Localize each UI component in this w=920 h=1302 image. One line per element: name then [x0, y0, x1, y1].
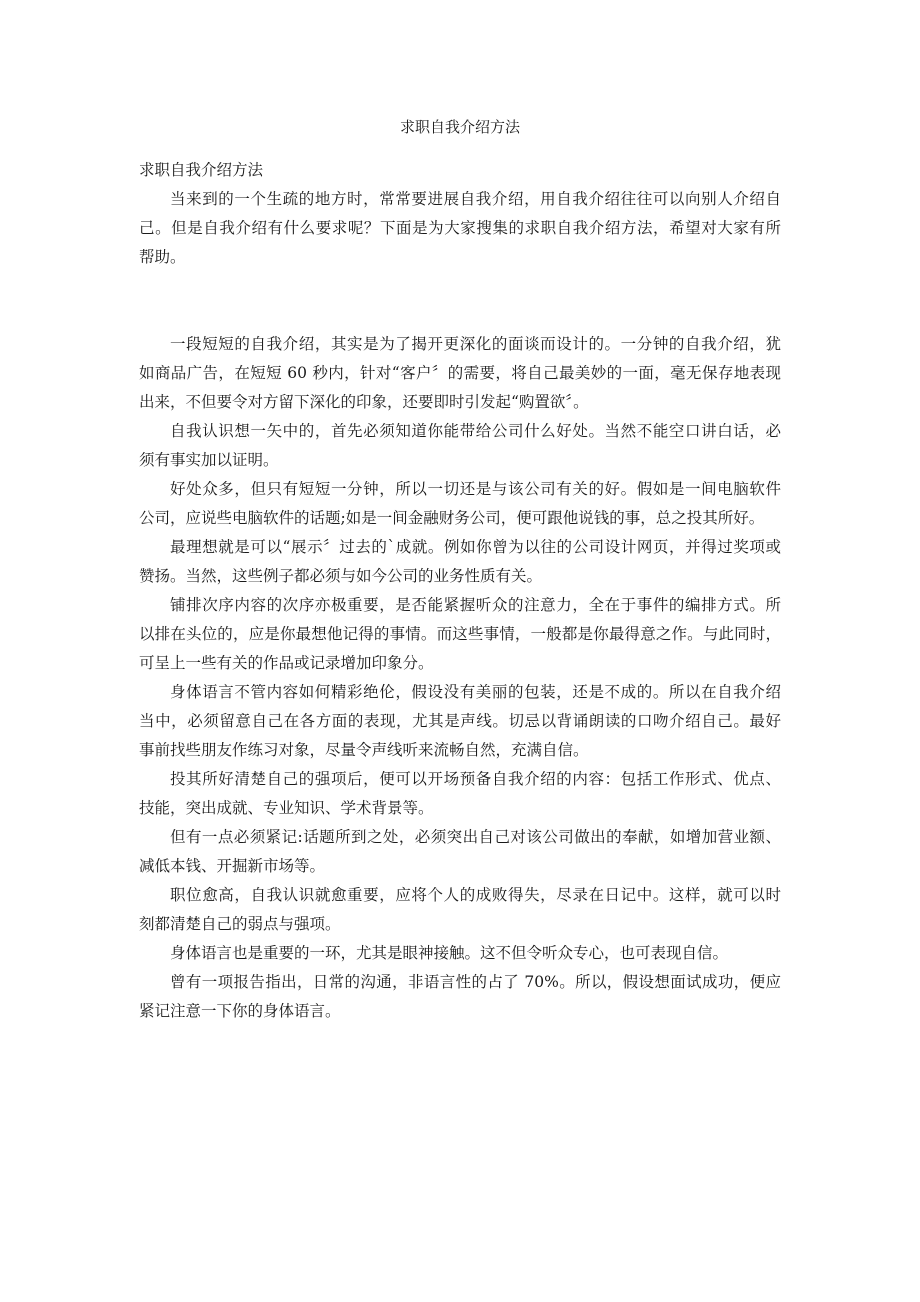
body-paragraph	[139, 330, 781, 417]
document-body	[139, 156, 781, 1026]
body-paragraph	[139, 765, 781, 823]
paragraph-line: 须有事实加以证明。	[139, 451, 279, 469]
paragraph-line: 自我认识想一矢中的，首先必须知道你能带给公司什么好处。当然不能空口讲白话，必	[170, 422, 781, 440]
paragraph-line: 事前找些朋友作练习对象，尽量令声线听来流畅自然，充满自信。	[139, 741, 589, 759]
spacer	[139, 272, 781, 330]
paragraph-line: 赞扬。当然，这些例子都必须与如今公司的业务性质有关。	[139, 567, 543, 585]
paragraph-line: 出来，不但要令对方留下深化的印象，还要即时引发起“购置欲〞。	[139, 393, 589, 411]
paragraph-line: 公司，应说些电脑软件的话题;如是一间金融财务公司，便可跟他说钱的事，总之投其所好。	[139, 509, 765, 527]
body-paragraph	[139, 823, 781, 881]
paragraph-line: 紧记注意一下你的身体语言。	[139, 1002, 341, 1020]
paragraph-line: 当中，必须留意自己在各方面的表现，尤其是声线。切忌以背诵朗读的口吻介绍自己。最好	[139, 712, 781, 730]
body-paragraph	[139, 417, 781, 475]
paragraph-line: 但有一点必须紧记:话题所到之处，必须突出自己对该公司做出的奉献，如增加营业额、	[170, 828, 781, 846]
paragraph-line: 职位愈高，自我认识就愈重要，应将个人的成败得失，尽录在日记中。这样，就可以时	[170, 886, 781, 904]
subheading: 求职自我介绍方法	[139, 161, 264, 179]
paragraph-line: 最理想就是可以“展示〞过去的`成就。例如你曾为以往的公司设计网页，并得过奖项或	[170, 538, 781, 556]
body-paragraph	[139, 533, 781, 591]
body-paragraph	[139, 591, 781, 678]
body-paragraph	[139, 475, 781, 533]
paragraph-line: 投其所好清楚自己的强项后，便可以开场预备自我介绍的内容：包括工作形式、优点、	[170, 770, 781, 788]
paragraph-line: 曾有一项报告指出，日常的沟通，非语言性的占了 70%。所以，假设想面试成功，便应	[170, 973, 781, 991]
paragraph-line: 减低本钱、开掘新市场等。	[139, 857, 326, 875]
paragraph-line: 身体语言不管内容如何精彩绝伦，假设没有美丽的包装，还是不成的。所以在自我介绍	[170, 683, 781, 701]
paragraph-line: 技能，突出成就、专业知识、学术背景等。	[139, 799, 434, 817]
paragraph-line: 可呈上一些有关的作品或记录增加印象分。	[139, 654, 434, 672]
paragraph-line: 帮助。	[139, 248, 186, 266]
paragraph-line: 一段短短的自我介绍，其实是为了揭开更深化的面谈而设计的。一分钟的自我介绍，犹	[170, 335, 781, 353]
paragraph-line: 如商品广告，在短短 60 秒内，针对“客户〞的需要，将自己最美妙的一面，毫无保存地表现	[139, 364, 781, 382]
paragraph-line: 身体语言也是重要的一环，尤其是眼神接触。这不但令听众专心，也可表现自信。	[170, 944, 729, 962]
intro-paragraph	[139, 185, 781, 272]
body-paragraph	[139, 968, 781, 1026]
paragraph-line: 铺排次序内容的次序亦极重要，是否能紧握听众的注意力，全在于事件的编排方式。所	[170, 596, 781, 614]
paragraph-list	[139, 330, 781, 1026]
body-paragraph	[139, 939, 781, 968]
body-paragraph	[139, 678, 781, 765]
paragraph-line: 以排在头位的，应是你最想他记得的事情。而这些事情，一般都是你最得意之作。与此同时，	[139, 625, 781, 643]
paragraph-line: 当来到的一个生疏的地方时，常常要进展自我介绍，用自我介绍往往可以向别人介绍自	[170, 190, 781, 208]
paragraph-line: 刻都清楚自己的弱点与强项。	[139, 915, 341, 933]
paragraph-line: 己。但是自我介绍有什么要求呢？下面是为大家搜集的求职自我介绍方法，希望对大家有所	[139, 219, 781, 237]
document-title: 求职自我介绍方法	[399, 118, 520, 136]
paragraph-line: 好处众多，但只有短短一分钟，所以一切还是与该公司有关的好。假如是一间电脑软件	[170, 480, 781, 498]
body-paragraph	[139, 881, 781, 939]
